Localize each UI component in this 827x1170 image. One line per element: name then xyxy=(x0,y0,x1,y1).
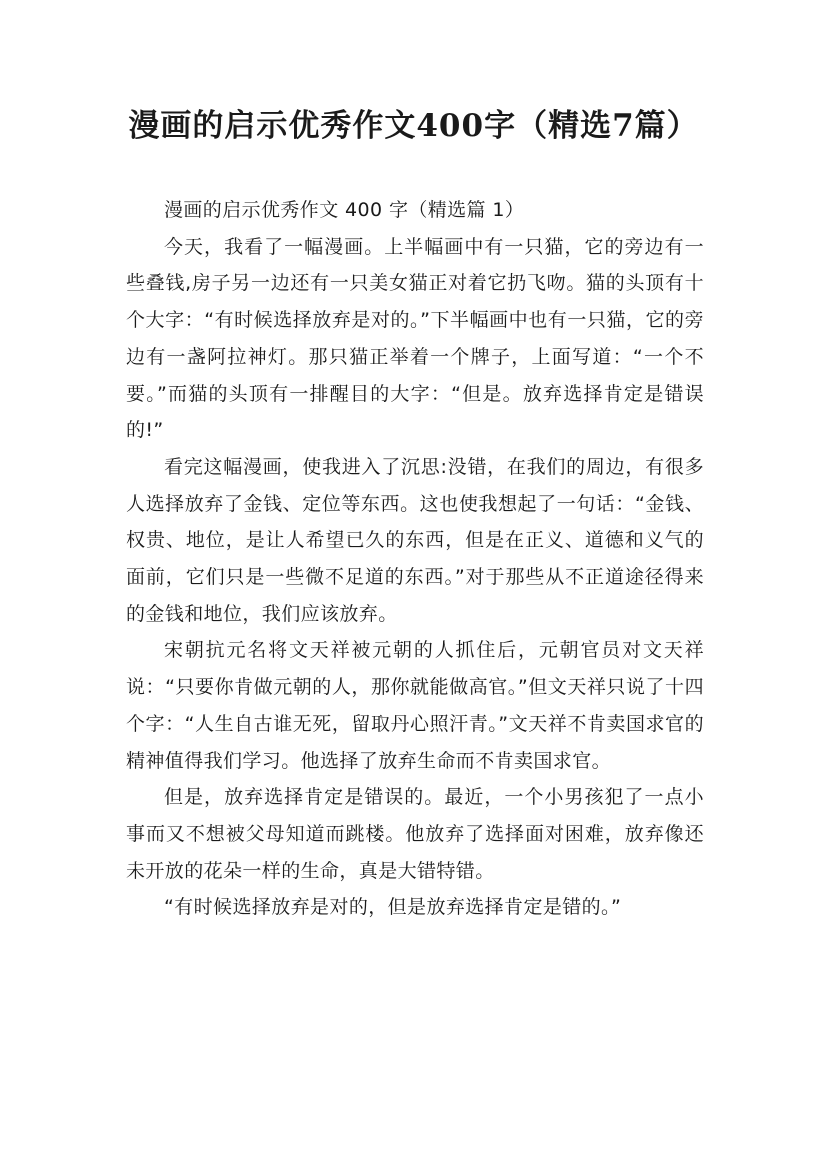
section-heading: 漫画的启示优秀作文 400 字（精选篇 1） xyxy=(164,199,525,221)
document-body xyxy=(126,192,704,926)
paragraph-4: 但是，放弃选择肯定是错误的。最近，一个小男孩犯了一点小事而又不想被父母知道而跳楼。他放弃了选择面对困难，放弃像还未开放的花朵一样的生命，真是大错特错。 xyxy=(126,786,704,882)
paragraph-3: 宋朝抗元名将文天祥被元朝的人抓住后，元朝官员对文天祥说：“只要你肯做元朝的人，那你就能做高官。”但文天祥只说了十四个字：“人生自古谁无死，留取丹心照汗青。”文天祥不肯卖国求官的精神值得我们学习。他选择了放弃生命而不肯卖国求官。 xyxy=(126,639,704,772)
document-title: 漫画的启示优秀作文400字（精选7篇） xyxy=(128,108,699,144)
paragraph-1: 今天，我看了一幅漫画。上半幅画中有一只猫，它的旁边有一些叠钱,房子另一边还有一只美女猫正对着它扔飞吻。猫的头顶有十个大字：“有时候选择放弃是对的。”下半幅画中也有一只猫，它的旁边有一盏阿拉神灯。那只猫正举着一个牌子，上面写道：“一个不要。”而猫的头顶有一排醒目的大字：“但是。放弃选择肯定是错误的!” xyxy=(126,235,704,442)
paragraph-2: 看完这幅漫画，使我进入了沉思:没错，在我们的周边，有很多人选择放弃了金钱、定位等东西。这也使我想起了一句话：“金钱、权贵、地位，是让人希望已久的东西，但是在正义、道德和义气的面前，它们只是一些微不足道的东西。”对于那些从不正道途径得来的金钱和地位，我们应该放弃。 xyxy=(126,455,704,625)
paragraph-5: “有时候选择放弃是对的，但是放弃选择肯定是错的。” xyxy=(164,896,622,919)
